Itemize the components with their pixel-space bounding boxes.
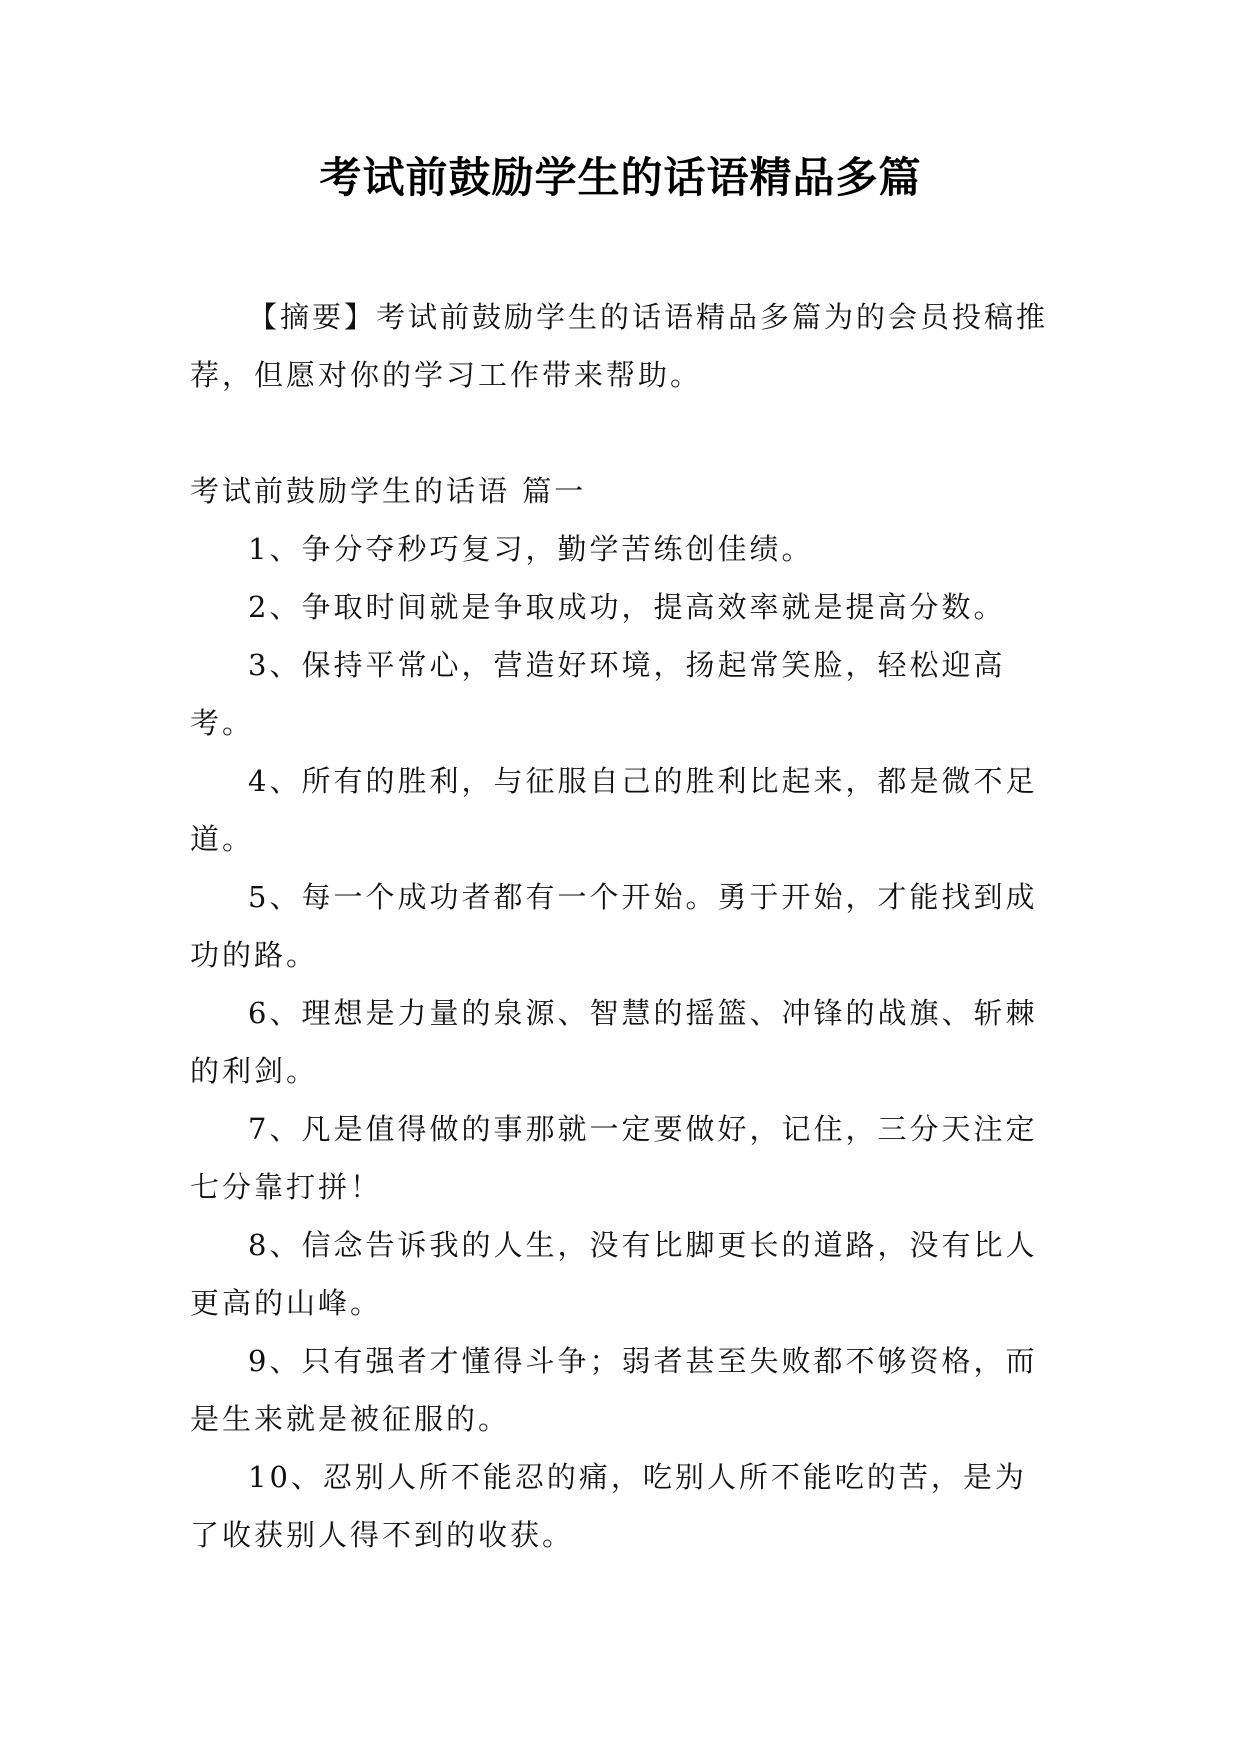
list-item: 4、所有的胜利，与征服自己的胜利比起来，都是微不足道。 bbox=[190, 764, 1038, 856]
list-item: 2、争取时间就是争取成功，提高效率就是提高分数。 bbox=[248, 590, 1006, 624]
list-item: 9、只有强者才懂得斗争；弱者甚至失败都不够资格，而是生来就是被征服的。 bbox=[190, 1344, 1038, 1436]
document-body bbox=[190, 288, 1050, 1564]
list-item: 8、信念告诉我的人生，没有比脚更长的道路，没有比人更高的山峰。 bbox=[190, 1228, 1038, 1320]
abstract-paragraph: 【摘要】考试前鼓励学生的话语精品多篇为的会员投稿推荐，但愿对你的学习工作带来帮助。 bbox=[190, 300, 1049, 392]
list-item: 1、争分夺秒巧复习，勤学苦练创佳绩。 bbox=[248, 532, 814, 566]
list-item: 10、忍别人所不能忍的痛，吃别人所不能吃的苦，是为了收获别人得不到的收获。 bbox=[190, 1460, 1027, 1552]
list-item: 5、每一个成功者都有一个开始。勇于开始，才能找到成功的路。 bbox=[190, 880, 1038, 972]
list-item: 6、理想是力量的泉源、智慧的摇篮、冲锋的战旗、斩棘的利剑。 bbox=[190, 996, 1038, 1088]
list-item: 7、凡是值得做的事那就一定要做好，记住，三分天注定七分靠打拼！ bbox=[190, 1112, 1038, 1204]
list-item: 3、保持平常心，营造好环境，扬起常笑脸，轻松迎高考。 bbox=[190, 648, 1006, 740]
section-heading: 考试前鼓励学生的话语 篇一 bbox=[190, 474, 587, 508]
document-title: 考试前鼓励学生的话语精品多篇 bbox=[319, 153, 922, 202]
